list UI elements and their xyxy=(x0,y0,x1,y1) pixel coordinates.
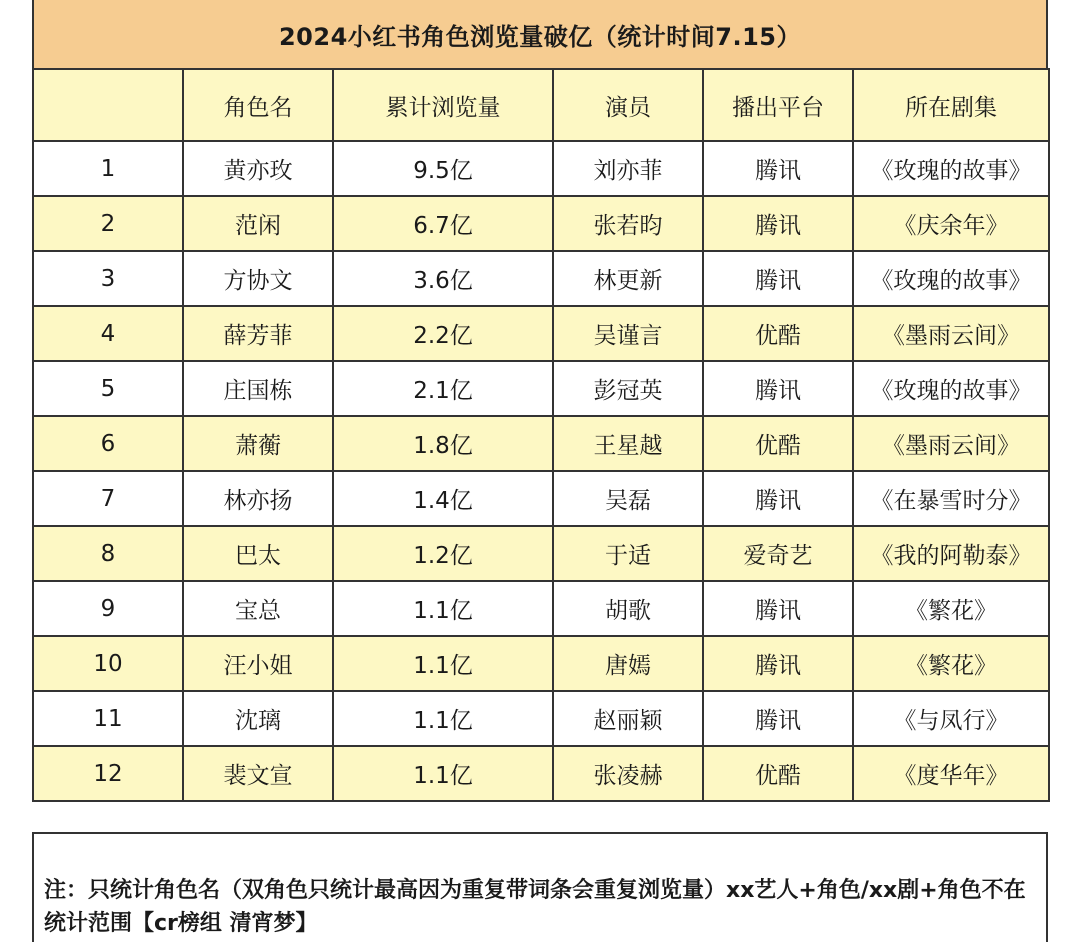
role-name-cell: 薛芳菲 xyxy=(183,306,333,361)
platform-cell: 腾讯 xyxy=(703,691,853,746)
role-name-cell: 方协文 xyxy=(183,251,333,306)
series-cell: 《度华年》 xyxy=(853,746,1049,801)
rank-cell: 11 xyxy=(33,691,183,746)
header-cell-views: 累计浏览量 xyxy=(333,69,553,141)
role-name-cell: 宝总 xyxy=(183,581,333,636)
actor-cell: 张若昀 xyxy=(553,196,703,251)
actor-cell: 于适 xyxy=(553,526,703,581)
table-row xyxy=(33,416,1049,471)
rank-cell: 12 xyxy=(33,746,183,801)
series-cell: 《墨雨云间》 xyxy=(853,306,1049,361)
header-cell-rank xyxy=(33,69,183,141)
series-cell: 《庆余年》 xyxy=(853,196,1049,251)
actor-cell: 王星越 xyxy=(553,416,703,471)
header-cell-platform: 播出平台 xyxy=(703,69,853,141)
table-row xyxy=(33,306,1049,361)
table-row xyxy=(33,581,1049,636)
rank-cell: 4 xyxy=(33,306,183,361)
actor-cell: 林更新 xyxy=(553,251,703,306)
views-cell: 1.4亿 xyxy=(333,471,553,526)
rank-cell: 5 xyxy=(33,361,183,416)
platform-cell: 腾讯 xyxy=(703,361,853,416)
header-cell-role: 角色名 xyxy=(183,69,333,141)
role-name-cell: 萧蘅 xyxy=(183,416,333,471)
series-cell: 《繁花》 xyxy=(853,636,1049,691)
views-cell: 9.5亿 xyxy=(333,141,553,196)
actor-cell: 刘亦菲 xyxy=(553,141,703,196)
actor-cell: 彭冠英 xyxy=(553,361,703,416)
views-cell: 1.2亿 xyxy=(333,526,553,581)
role-name-cell: 范闲 xyxy=(183,196,333,251)
table-row xyxy=(33,746,1049,801)
views-cell: 2.1亿 xyxy=(333,361,553,416)
footnote: 注：只统计角色名（双角色只统计最高因为重复带词条会重复浏览量）xx艺人+角色/xx剧+角色不在统计范围【cr榜组 清宵梦】 xyxy=(32,832,1048,942)
header-row xyxy=(33,69,1049,141)
actor-cell: 吴磊 xyxy=(553,471,703,526)
actor-cell: 胡歌 xyxy=(553,581,703,636)
platform-cell: 爱奇艺 xyxy=(703,526,853,581)
views-cell: 6.7亿 xyxy=(333,196,553,251)
role-name-cell: 裴文宣 xyxy=(183,746,333,801)
role-name-cell: 庄国栋 xyxy=(183,361,333,416)
role-name-cell: 林亦扬 xyxy=(183,471,333,526)
actor-cell: 赵丽颖 xyxy=(553,691,703,746)
platform-cell: 优酷 xyxy=(703,306,853,361)
role-name-cell: 黄亦玫 xyxy=(183,141,333,196)
role-name-cell: 沈璃 xyxy=(183,691,333,746)
table-row xyxy=(33,526,1049,581)
role-name-cell: 巴太 xyxy=(183,526,333,581)
table-title: 2024小红书角色浏览量破亿（统计时间7.15） xyxy=(32,0,1048,70)
series-cell: 《玫瑰的故事》 xyxy=(853,251,1049,306)
table-row xyxy=(33,361,1049,416)
platform-cell: 腾讯 xyxy=(703,471,853,526)
platform-cell: 优酷 xyxy=(703,416,853,471)
views-cell: 1.1亿 xyxy=(333,746,553,801)
platform-cell: 腾讯 xyxy=(703,196,853,251)
rank-cell: 8 xyxy=(33,526,183,581)
series-cell: 《墨雨云间》 xyxy=(853,416,1049,471)
header-cell-series: 所在剧集 xyxy=(853,69,1049,141)
rank-cell: 10 xyxy=(33,636,183,691)
views-cell: 2.2亿 xyxy=(333,306,553,361)
rank-cell: 2 xyxy=(33,196,183,251)
table-row xyxy=(33,251,1049,306)
views-cell: 1.1亿 xyxy=(333,581,553,636)
series-cell: 《在暴雪时分》 xyxy=(853,471,1049,526)
rank-cell: 6 xyxy=(33,416,183,471)
rank-cell: 1 xyxy=(33,141,183,196)
header-cell-actor: 演员 xyxy=(553,69,703,141)
table-row xyxy=(33,691,1049,746)
platform-cell: 腾讯 xyxy=(703,636,853,691)
actor-cell: 吴谨言 xyxy=(553,306,703,361)
actor-cell: 唐嫣 xyxy=(553,636,703,691)
views-cell: 3.6亿 xyxy=(333,251,553,306)
table-row xyxy=(33,636,1049,691)
table-row xyxy=(33,471,1049,526)
series-cell: 《玫瑰的故事》 xyxy=(853,361,1049,416)
views-cell: 1.1亿 xyxy=(333,691,553,746)
series-cell: 《我的阿勒泰》 xyxy=(853,526,1049,581)
views-cell: 1.1亿 xyxy=(333,636,553,691)
series-cell: 《繁花》 xyxy=(853,581,1049,636)
platform-cell: 腾讯 xyxy=(703,141,853,196)
views-cell: 1.8亿 xyxy=(333,416,553,471)
platform-cell: 腾讯 xyxy=(703,581,853,636)
rank-cell: 9 xyxy=(33,581,183,636)
series-cell: 《玫瑰的故事》 xyxy=(853,141,1049,196)
role-name-cell: 汪小姐 xyxy=(183,636,333,691)
table-row xyxy=(33,141,1049,196)
actor-cell: 张凌赫 xyxy=(553,746,703,801)
rank-cell: 7 xyxy=(33,471,183,526)
table-row xyxy=(33,196,1049,251)
platform-cell: 腾讯 xyxy=(703,251,853,306)
series-cell: 《与凤行》 xyxy=(853,691,1049,746)
rank-cell: 3 xyxy=(33,251,183,306)
ranking-table xyxy=(32,68,1050,802)
platform-cell: 优酷 xyxy=(703,746,853,801)
